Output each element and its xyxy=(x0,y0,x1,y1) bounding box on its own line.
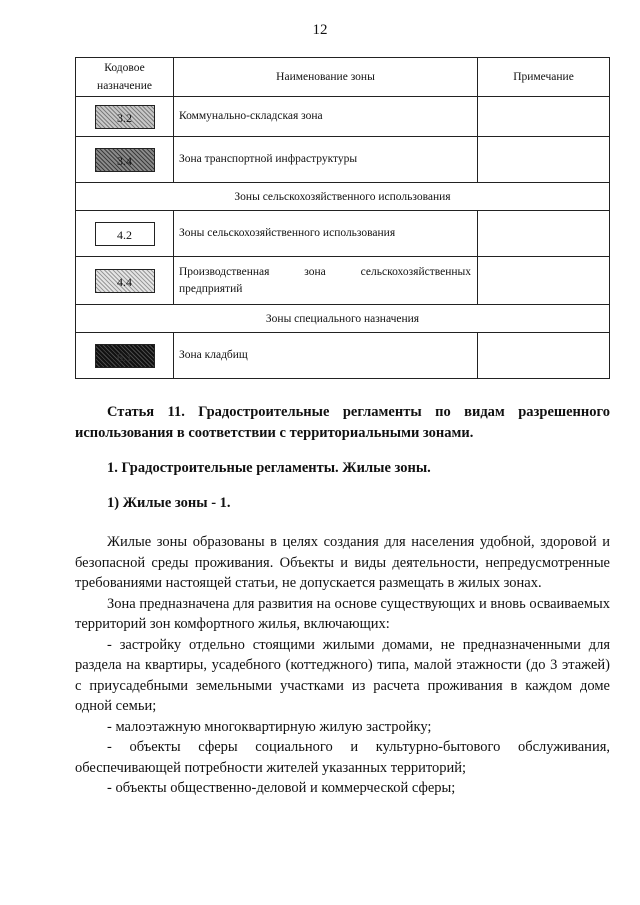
table-row xyxy=(76,97,610,137)
zone-note xyxy=(478,97,610,137)
table-section-row xyxy=(76,183,610,211)
zone-code-swatch: 6.1 xyxy=(95,344,155,368)
header-name: Наименование зоны xyxy=(174,58,478,97)
page-number: 12 xyxy=(312,22,328,38)
zone-code-swatch: 3.2 xyxy=(95,105,155,129)
zones-table xyxy=(75,57,610,379)
table-row xyxy=(76,211,610,257)
table-header-row xyxy=(76,58,610,97)
zone-note xyxy=(478,137,610,183)
zone-code-swatch: 3.4 xyxy=(95,148,155,172)
paragraph: Зона предназначена для развития на основе существующих и вновь осваиваемых территорий зон комфортного жилья, включающих: xyxy=(75,595,610,632)
list-item: - застройку отдельно стоящими жилыми домами, не предназначенными для раздела на квартиры, усадебного (коттеджного) типа, малой этажности (до 3 этажей) с приусадебными земельными участками из расчета проживания в каждом доме одной семьи; xyxy=(75,636,610,714)
list-item: - объекты сферы социального и культурно-бытового обслуживания, обеспечивающей потребности жителей указанных территорий; xyxy=(75,739,610,776)
list-item: - объекты общественно-деловой и коммерческой сферы; xyxy=(107,780,456,796)
zone-name: Зона транспортной инфраструктуры xyxy=(174,137,478,183)
section-title: Зоны сельскохозяйственного использования xyxy=(76,183,610,211)
zone-note xyxy=(478,257,610,305)
zone-code-swatch: 4.2 xyxy=(95,222,155,246)
header-code: Кодовое назначение xyxy=(76,58,174,97)
list-item: - малоэтажную многоквартирную жилую застройку; xyxy=(107,718,432,735)
zone-name: Коммунально-складская зона xyxy=(174,97,478,137)
section-title: Зоны специального назначения xyxy=(76,305,610,333)
zone-note xyxy=(478,211,610,257)
zone-code-swatch: 4.4 xyxy=(95,269,155,293)
header-note: Примечание xyxy=(478,58,610,97)
table-section-row xyxy=(76,305,610,333)
body-text xyxy=(75,532,610,799)
zone-name: Зоны сельскохозяйственного использования xyxy=(174,211,478,257)
zone-name: Зона кладбищ xyxy=(174,333,478,379)
paragraph: Жилые зоны образованы в целях создания для населения удобной, здоровой и безопасной среды проживания. Объекты и виды деятельности, непредусмотренные требованиями настоящей статьи, не допускается размещать в жилых зонах. xyxy=(75,534,610,591)
subsection-heading: 1) Жилые зоны - 1. xyxy=(107,495,231,511)
article-title: Статья 11. Градостроительные регламенты по видам разрешенного использования в соответствии с территориальными зонами. xyxy=(75,404,610,441)
table-row xyxy=(76,257,610,305)
table-row xyxy=(76,333,610,379)
zone-name: Производственная зона сельскохозяйственных предприятий xyxy=(174,257,478,305)
zone-note xyxy=(478,333,610,379)
section-heading: 1. Градостроительные регламенты. Жилые зоны. xyxy=(107,460,431,476)
table-row xyxy=(76,137,610,183)
